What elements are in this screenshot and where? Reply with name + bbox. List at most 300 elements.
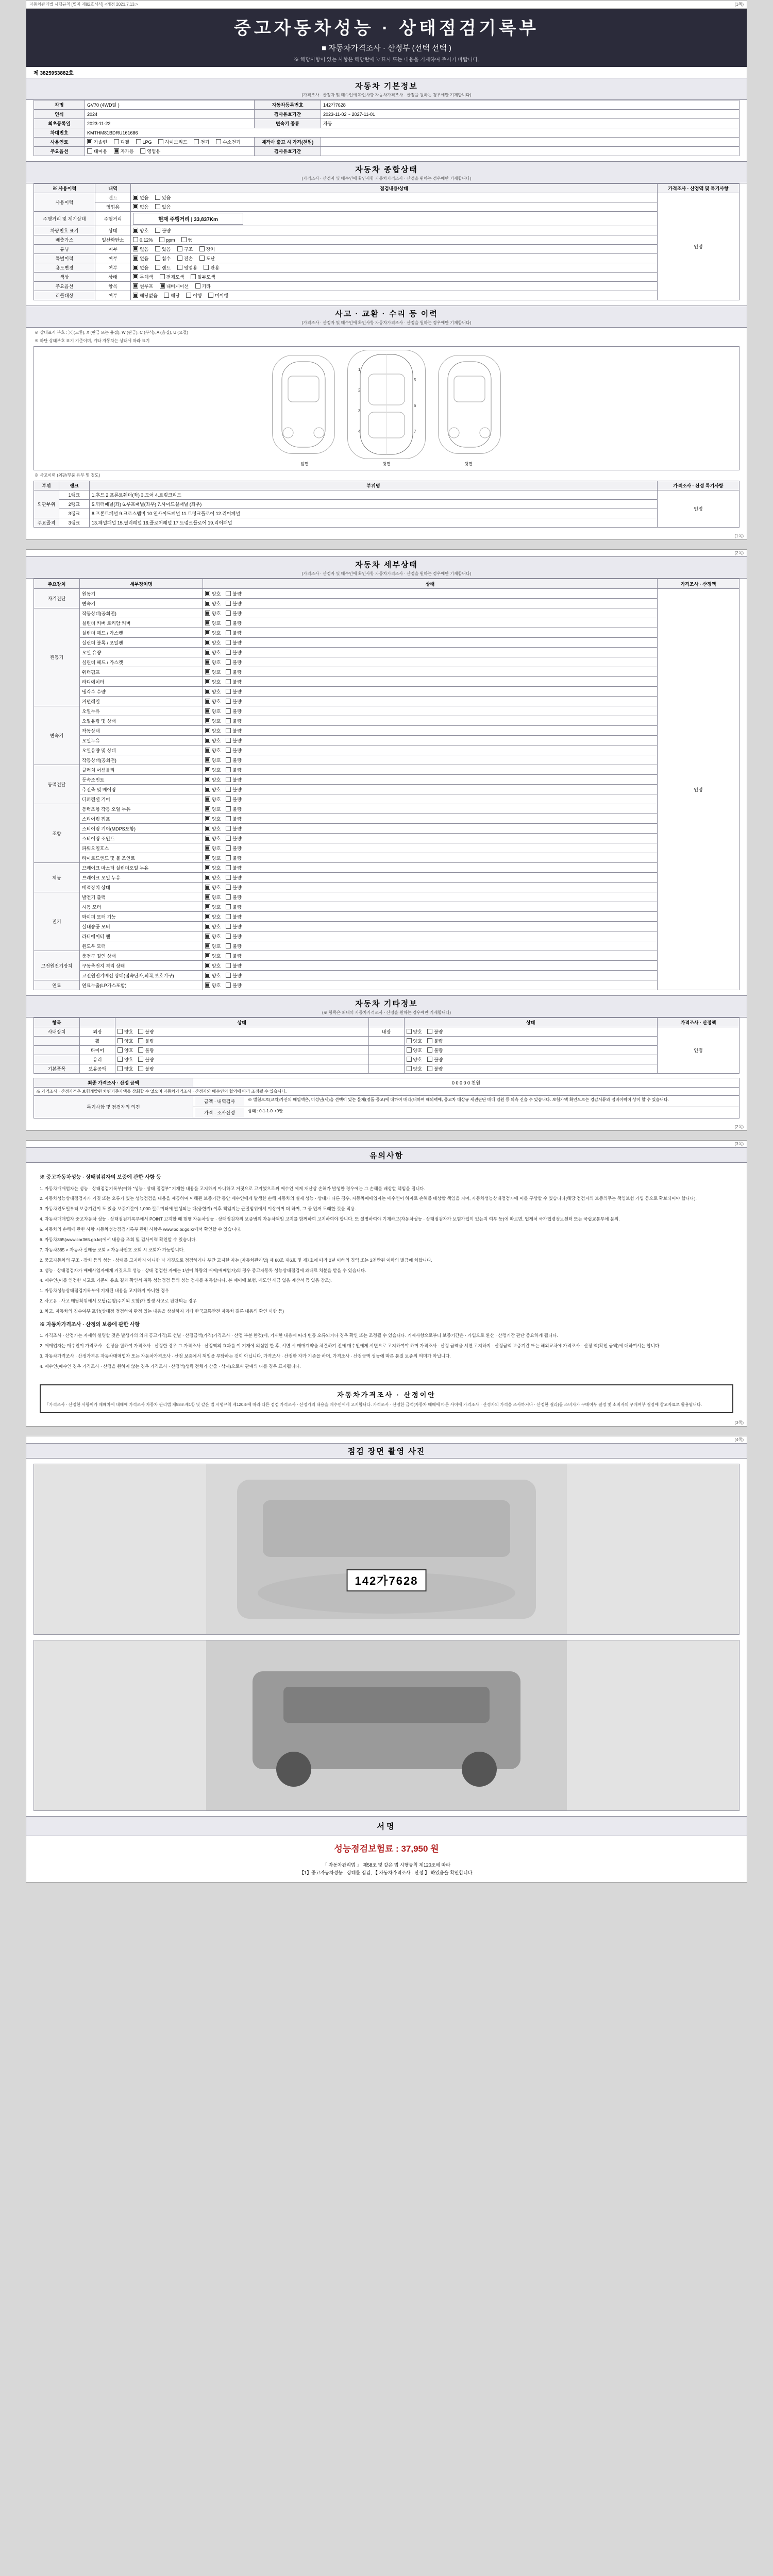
checkbox-icon[interactable]: [155, 246, 160, 251]
status-option-불량[interactable]: 불량: [226, 688, 241, 695]
status-option-양호[interactable]: 양호: [205, 953, 221, 959]
opt-flood[interactable]: 침수: [155, 255, 171, 262]
opt-total[interactable]: 전손: [177, 255, 193, 262]
opt-etc[interactable]: 기타: [195, 283, 211, 290]
status-option-불량[interactable]: 불량: [226, 737, 241, 744]
checkbox-icon[interactable]: [205, 591, 210, 596]
checkbox-icon[interactable]: [133, 265, 138, 270]
detail-item-status: [203, 873, 658, 883]
status-option-불량[interactable]: 불량: [226, 835, 241, 842]
opt-biz[interactable]: 영업용: [177, 264, 197, 271]
status-option-양호[interactable]: 양호: [205, 649, 221, 656]
checkbox-icon[interactable]: [226, 845, 231, 851]
checkbox-icon[interactable]: [427, 1066, 432, 1071]
checkbox-icon[interactable]: [205, 659, 210, 665]
etc-option-양호[interactable]: 양호: [407, 1047, 422, 1054]
checkbox-icon[interactable]: [226, 718, 231, 723]
caption-left: 앞면: [300, 462, 309, 466]
etc-option-불량[interactable]: 불량: [427, 1038, 443, 1044]
opt-none[interactable]: 없음: [133, 255, 148, 262]
fuel-opt-1[interactable]: [114, 139, 129, 145]
status-option-불량[interactable]: 불량: [226, 865, 241, 871]
etc-option-불량[interactable]: 불량: [138, 1047, 154, 1054]
opt-device[interactable]: 장치: [199, 246, 215, 252]
checkbox-icon[interactable]: [205, 904, 210, 909]
checkbox-icon[interactable]: [133, 256, 138, 261]
status-option-불량[interactable]: 불량: [226, 767, 241, 773]
checkbox-icon[interactable]: [160, 274, 165, 279]
checkbox-icon[interactable]: [191, 274, 196, 279]
checkbox-icon[interactable]: [205, 914, 210, 919]
status-option-불량[interactable]: 불량: [226, 698, 241, 705]
status-option-불량[interactable]: 불량: [226, 649, 241, 656]
fuel-opt-2[interactable]: [136, 139, 152, 145]
checkbox-icon[interactable]: [140, 148, 145, 154]
checkbox-icon[interactable]: [407, 1038, 412, 1043]
checkbox-icon[interactable]: [226, 796, 231, 802]
etc-option-양호[interactable]: 양호: [117, 1028, 133, 1035]
status-option-양호[interactable]: 양호: [205, 933, 221, 940]
checkbox-icon[interactable]: [205, 787, 210, 792]
checkbox-icon[interactable]: [226, 963, 231, 968]
status-option-양호[interactable]: 양호: [205, 727, 221, 734]
checkbox-icon[interactable]: [427, 1057, 432, 1062]
opt-no[interactable]: 있음: [155, 194, 171, 201]
checkbox-icon[interactable]: [138, 1057, 143, 1062]
usechange-value-cell: [131, 263, 658, 273]
status-option-양호[interactable]: 양호: [205, 590, 221, 597]
opt-theft[interactable]: 도난: [199, 255, 215, 262]
checkbox-icon[interactable]: [226, 728, 231, 733]
checkbox-icon[interactable]: [114, 139, 119, 144]
opt-na[interactable]: 해당없음: [133, 292, 158, 299]
checkbox-icon[interactable]: [205, 708, 210, 714]
status-option-불량[interactable]: 불량: [226, 884, 241, 891]
checkbox-icon[interactable]: [226, 826, 231, 831]
status-option-불량[interactable]: 불량: [226, 659, 241, 666]
checkbox-icon[interactable]: [194, 139, 199, 144]
checkbox-icon[interactable]: [226, 748, 231, 753]
checkbox-icon[interactable]: [226, 787, 231, 792]
opt-gov[interactable]: 관용: [204, 264, 219, 271]
etc-option-불량[interactable]: 불량: [138, 1065, 154, 1072]
checkbox-icon[interactable]: [199, 256, 205, 261]
opt-none[interactable]: 없음: [133, 246, 148, 252]
checkbox-icon[interactable]: [407, 1029, 412, 1034]
checkbox-icon[interactable]: [155, 228, 160, 233]
checkbox-icon[interactable]: [133, 237, 138, 242]
opt-some[interactable]: 있음: [155, 246, 171, 252]
checkbox-icon[interactable]: [205, 885, 210, 890]
checkbox-icon[interactable]: [155, 265, 160, 270]
checkbox-icon[interactable]: [226, 894, 231, 900]
checkbox-icon[interactable]: [226, 767, 231, 772]
checkbox-icon[interactable]: [226, 934, 231, 939]
status-option-양호[interactable]: 양호: [205, 962, 221, 969]
checkbox-icon[interactable]: [205, 924, 210, 929]
status-option-양호[interactable]: 양호: [205, 698, 221, 705]
checkbox-icon[interactable]: [114, 148, 119, 154]
etc-option-양호[interactable]: 양호: [117, 1065, 133, 1072]
checkbox-icon[interactable]: [205, 611, 210, 616]
status-option-불량[interactable]: 불량: [226, 943, 241, 950]
status-option-양호[interactable]: 양호: [205, 865, 221, 871]
checkbox-icon[interactable]: [226, 640, 231, 645]
etc-option-불량[interactable]: 불량: [138, 1028, 154, 1035]
checkbox-icon[interactable]: [87, 148, 92, 154]
status-option-불량[interactable]: 불량: [226, 708, 241, 715]
checkbox-icon[interactable]: [205, 738, 210, 743]
status-option-양호[interactable]: 양호: [205, 747, 221, 754]
status-option-양호[interactable]: 양호: [205, 737, 221, 744]
damage-diagram: [33, 346, 740, 470]
checkbox-icon[interactable]: [159, 237, 164, 242]
status-option-불량[interactable]: 불량: [226, 953, 241, 959]
checkbox-icon[interactable]: [226, 836, 231, 841]
checkbox-icon[interactable]: [205, 875, 210, 880]
checkbox-icon[interactable]: [226, 738, 231, 743]
status-option-불량[interactable]: 불량: [226, 630, 241, 636]
etc-option-불량[interactable]: 불량: [427, 1065, 443, 1072]
checkbox-icon[interactable]: [427, 1038, 432, 1043]
status-option-양호[interactable]: 양호: [205, 874, 221, 881]
checkbox-icon[interactable]: [136, 139, 141, 144]
checkbox-icon[interactable]: [226, 806, 231, 811]
status-option-양호[interactable]: 양호: [205, 806, 221, 812]
checkbox-icon[interactable]: [186, 293, 191, 298]
status-option-양호[interactable]: 양호: [205, 639, 221, 646]
opt-hc[interactable]: ppm: [159, 237, 175, 243]
checkbox-icon[interactable]: [205, 943, 210, 948]
opt-done[interactable]: 이행: [186, 292, 201, 299]
checkbox-icon[interactable]: [205, 757, 210, 762]
status-option-불량[interactable]: 불량: [226, 747, 241, 754]
opt-full[interactable]: 전체도색: [160, 274, 184, 280]
checkbox-icon[interactable]: [133, 246, 138, 251]
status-option-양호[interactable]: 양호: [205, 835, 221, 842]
etc-option-양호[interactable]: 양호: [117, 1047, 133, 1054]
checkbox-icon[interactable]: [133, 195, 138, 200]
checkbox-icon[interactable]: [226, 650, 231, 655]
checkbox-icon[interactable]: [138, 1066, 143, 1071]
checkbox-icon[interactable]: [158, 139, 163, 144]
checkbox-icon[interactable]: [205, 826, 210, 831]
checkbox-icon[interactable]: [204, 265, 209, 270]
checkbox-icon[interactable]: [133, 274, 138, 279]
checkbox-icon[interactable]: [226, 669, 231, 674]
status-option-불량[interactable]: 불량: [226, 796, 241, 803]
checkbox-icon[interactable]: [226, 699, 231, 704]
checkbox-icon[interactable]: [177, 265, 182, 270]
checkbox-icon[interactable]: [407, 1057, 412, 1062]
checkbox-icon[interactable]: [226, 611, 231, 616]
etc-option-불량[interactable]: 불량: [427, 1028, 443, 1035]
checkbox-icon[interactable]: [195, 283, 200, 289]
checkbox-icon[interactable]: [205, 796, 210, 802]
status-option-양호[interactable]: 양호: [205, 620, 221, 626]
car-diagram-top[interactable]: [347, 350, 426, 459]
checkbox-icon[interactable]: [205, 894, 210, 900]
status-option-불량[interactable]: 불량: [226, 776, 241, 783]
checkbox-icon[interactable]: [226, 904, 231, 909]
checkbox-icon[interactable]: [226, 953, 231, 958]
opt-no[interactable]: 있음: [155, 204, 171, 210]
status-option-불량[interactable]: 불량: [226, 757, 241, 764]
checkbox-icon[interactable]: [226, 875, 231, 880]
checkbox-icon[interactable]: [205, 748, 210, 753]
checkbox-icon[interactable]: [427, 1047, 432, 1053]
checkbox-icon[interactable]: [205, 963, 210, 968]
checkbox-icon[interactable]: [205, 777, 210, 782]
checkbox-icon[interactable]: [205, 816, 210, 821]
checkbox-icon[interactable]: [117, 1047, 123, 1053]
checkbox-icon[interactable]: [226, 855, 231, 860]
checkbox-icon[interactable]: [160, 283, 165, 289]
status-option-불량[interactable]: 불량: [226, 669, 241, 675]
checkbox-icon[interactable]: [226, 630, 231, 635]
checkbox-icon[interactable]: [117, 1057, 123, 1062]
checkbox-icon[interactable]: [205, 855, 210, 860]
use-opt-0[interactable]: [87, 148, 107, 155]
fuel-opt-3[interactable]: [158, 139, 187, 145]
checkbox-icon[interactable]: [226, 816, 231, 821]
checkbox-icon[interactable]: [205, 620, 210, 625]
table-row: [34, 1088, 740, 1096]
status-option-양호[interactable]: 양호: [205, 679, 221, 685]
checkbox-icon[interactable]: [205, 973, 210, 978]
checkbox-icon[interactable]: [226, 943, 231, 948]
use-opt-1[interactable]: [114, 148, 134, 155]
opt-yes[interactable]: 없음: [133, 194, 148, 201]
etc-option-불량[interactable]: 불량: [138, 1038, 154, 1044]
status-option-양호[interactable]: 양호: [205, 796, 221, 803]
fuel-opt-4[interactable]: [194, 139, 209, 145]
checkbox-icon[interactable]: [117, 1038, 123, 1043]
status-option-양호[interactable]: 양호: [205, 943, 221, 950]
checkbox-icon[interactable]: [205, 953, 210, 958]
opt-yes[interactable]: 없음: [133, 204, 148, 210]
status-option-양호[interactable]: 양호: [205, 855, 221, 861]
status-option-양호[interactable]: 양호: [205, 845, 221, 852]
checkbox-icon[interactable]: [138, 1038, 143, 1043]
opt-navi[interactable]: 내비게이션: [160, 283, 189, 290]
checkbox-icon[interactable]: [205, 767, 210, 772]
status-option-불량[interactable]: 불량: [226, 816, 241, 822]
checkbox-icon[interactable]: [226, 914, 231, 919]
opt-normal[interactable]: 양호: [133, 227, 148, 234]
checkbox-icon[interactable]: [226, 885, 231, 890]
opt-struct[interactable]: 구조: [177, 246, 193, 252]
opt-none[interactable]: 없음: [133, 264, 148, 271]
checkbox-icon[interactable]: [133, 228, 138, 233]
car-diagram-left-side[interactable]: [272, 355, 335, 454]
status-option-양호[interactable]: 양호: [205, 767, 221, 773]
checkbox-icon[interactable]: [208, 293, 213, 298]
status-option-양호[interactable]: 양호: [205, 757, 221, 764]
checkbox-icon[interactable]: [205, 865, 210, 870]
fuel-opt-5[interactable]: [216, 139, 241, 145]
checkbox-icon[interactable]: [205, 836, 210, 841]
status-option-양호[interactable]: 양호: [205, 659, 221, 666]
checkbox-icon[interactable]: [226, 708, 231, 714]
status-option-불량[interactable]: 불량: [226, 972, 241, 979]
status-option-양호[interactable]: 양호: [205, 982, 221, 989]
checkbox-icon[interactable]: [407, 1047, 412, 1053]
checkbox-icon[interactable]: [177, 246, 182, 251]
status-option-양호[interactable]: 양호: [205, 708, 221, 715]
status-option-불량[interactable]: 불량: [226, 727, 241, 734]
checkbox-icon[interactable]: [226, 659, 231, 665]
status-option-양호[interactable]: 양호: [205, 904, 221, 910]
checkbox-icon[interactable]: [216, 139, 221, 144]
opt-co[interactable]: 0.12%: [133, 237, 153, 243]
status-option-불량[interactable]: 불량: [226, 806, 241, 812]
checkbox-icon[interactable]: [164, 293, 169, 298]
checkbox-icon[interactable]: [117, 1066, 123, 1071]
checkbox-icon[interactable]: [87, 139, 92, 144]
usage-biz-value: [131, 202, 658, 212]
detail-item-name: 타이로드엔드 및 볼 조인트: [80, 853, 203, 863]
etc-option-불량[interactable]: 불량: [427, 1047, 443, 1054]
status-option-양호[interactable]: 양호: [205, 913, 221, 920]
status-option-양호[interactable]: 양호: [205, 884, 221, 891]
status-option-불량[interactable]: 불량: [226, 913, 241, 920]
opt-sunroof[interactable]: 썬루프: [133, 283, 153, 290]
checkbox-icon[interactable]: [226, 591, 231, 596]
etc-option-양호[interactable]: 양호: [117, 1056, 133, 1063]
status-option-불량[interactable]: 불량: [226, 639, 241, 646]
etc-option-양호[interactable]: 양호: [407, 1038, 422, 1044]
status-option-양호[interactable]: 양호: [205, 688, 221, 695]
checkbox-icon[interactable]: [199, 246, 205, 251]
car-top-view-icon: [348, 350, 425, 459]
checkbox-icon[interactable]: [226, 679, 231, 684]
checkbox-icon[interactable]: [205, 845, 210, 851]
checkbox-icon[interactable]: [205, 650, 210, 655]
section-accident-header: [26, 306, 747, 328]
status-option-불량[interactable]: 불량: [226, 982, 241, 989]
opt-yes[interactable]: 해당: [164, 292, 179, 299]
status-option-불량[interactable]: 불량: [226, 600, 241, 607]
opt-rent[interactable]: 렌트: [155, 264, 171, 271]
status-option-양호[interactable]: 양호: [205, 894, 221, 901]
etc-option-양호[interactable]: 양호: [407, 1056, 422, 1063]
status-option-양호[interactable]: 양호: [205, 610, 221, 617]
etc-option-양호[interactable]: 양호: [407, 1028, 422, 1035]
status-option-불량[interactable]: 불량: [226, 718, 241, 724]
status-option-양호[interactable]: 양호: [205, 825, 221, 832]
table-row: [34, 765, 740, 775]
status-option-불량[interactable]: 불량: [226, 679, 241, 685]
use-opt-2[interactable]: [140, 148, 160, 155]
checkbox-icon[interactable]: [138, 1047, 143, 1053]
checkbox-icon[interactable]: [133, 283, 138, 289]
checkbox-icon[interactable]: [205, 934, 210, 939]
status-option-양호[interactable]: 양호: [205, 718, 221, 724]
status-option-불량[interactable]: 불량: [226, 933, 241, 940]
checkbox-icon[interactable]: [226, 757, 231, 762]
car-diagram-right-side[interactable]: [438, 355, 501, 454]
detail-item-name: 실내송풍 모터: [80, 922, 203, 931]
status-option-불량[interactable]: 불량: [226, 845, 241, 852]
fuel-opt-0[interactable]: [87, 139, 107, 145]
status-option-양호[interactable]: 양호: [205, 972, 221, 979]
status-option-양호[interactable]: 양호: [205, 630, 221, 636]
status-option-양호[interactable]: 양호: [205, 923, 221, 930]
status-option-양호[interactable]: 양호: [205, 786, 221, 793]
etc-option-불량[interactable]: 불량: [427, 1056, 443, 1063]
checkbox-icon[interactable]: [205, 689, 210, 694]
opt-bad[interactable]: 불량: [155, 227, 171, 234]
checkbox-icon[interactable]: [226, 865, 231, 870]
checkbox-icon[interactable]: [226, 601, 231, 606]
checkbox-icon[interactable]: [226, 777, 231, 782]
etc-option-양호[interactable]: 양호: [407, 1065, 422, 1072]
opt-notdone[interactable]: 미이행: [208, 292, 228, 299]
checkbox-icon[interactable]: [155, 204, 160, 209]
checkbox-icon[interactable]: [226, 973, 231, 978]
checkbox-icon[interactable]: [138, 1029, 143, 1034]
checkbox-icon[interactable]: [177, 256, 182, 261]
checkbox-icon[interactable]: [205, 640, 210, 645]
status-option-불량[interactable]: 불량: [226, 904, 241, 910]
checkbox-icon[interactable]: [205, 982, 210, 988]
etc-option-양호[interactable]: 양호: [117, 1038, 133, 1044]
status-option-불량[interactable]: 불량: [226, 894, 241, 901]
status-option-불량[interactable]: 불량: [226, 855, 241, 861]
checkbox-icon[interactable]: [226, 620, 231, 625]
status-option-양호[interactable]: 양호: [205, 816, 221, 822]
status-option-양호[interactable]: 양호: [205, 776, 221, 783]
opt-smoke[interactable]: %: [181, 237, 192, 243]
status-option-양호[interactable]: 양호: [205, 669, 221, 675]
checkbox-icon[interactable]: [205, 601, 210, 606]
checkbox-icon[interactable]: [226, 924, 231, 929]
checkbox-icon[interactable]: [205, 679, 210, 684]
status-option-양호[interactable]: 양호: [205, 600, 221, 607]
checkbox-icon[interactable]: [117, 1029, 123, 1034]
status-option-불량[interactable]: 불량: [226, 610, 241, 617]
checkbox-icon[interactable]: [226, 982, 231, 988]
checkbox-icon[interactable]: [205, 728, 210, 733]
checkbox-icon[interactable]: [205, 806, 210, 811]
checkbox-icon[interactable]: [205, 699, 210, 704]
checkbox-icon[interactable]: [407, 1066, 412, 1071]
status-option-불량[interactable]: 불량: [226, 825, 241, 832]
checkbox-icon[interactable]: [181, 237, 187, 242]
status-option-불량[interactable]: 불량: [226, 590, 241, 597]
checkbox-icon[interactable]: [226, 689, 231, 694]
checkbox-icon[interactable]: [133, 293, 138, 298]
opt-original[interactable]: 무채색: [133, 274, 153, 280]
detail-item-status: [203, 892, 658, 902]
checkbox-icon[interactable]: [205, 630, 210, 635]
opt-part[interactable]: 일부도색: [191, 274, 215, 280]
checkbox-icon[interactable]: [133, 204, 138, 209]
checkbox-icon[interactable]: [155, 195, 160, 200]
checkbox-icon[interactable]: [205, 718, 210, 723]
status-option-불량[interactable]: 불량: [226, 620, 241, 626]
value-car-name: GV70 (4WD일 ): [85, 100, 255, 110]
status-option-불량[interactable]: 불량: [226, 874, 241, 881]
checkbox-icon[interactable]: [205, 669, 210, 674]
status-option-불량[interactable]: 불량: [226, 923, 241, 930]
checkbox-icon[interactable]: [427, 1029, 432, 1034]
checkbox-icon[interactable]: [155, 256, 160, 261]
etc-option-불량[interactable]: 불량: [138, 1056, 154, 1063]
status-option-불량[interactable]: 불량: [226, 786, 241, 793]
status-option-불량[interactable]: 불량: [226, 962, 241, 969]
